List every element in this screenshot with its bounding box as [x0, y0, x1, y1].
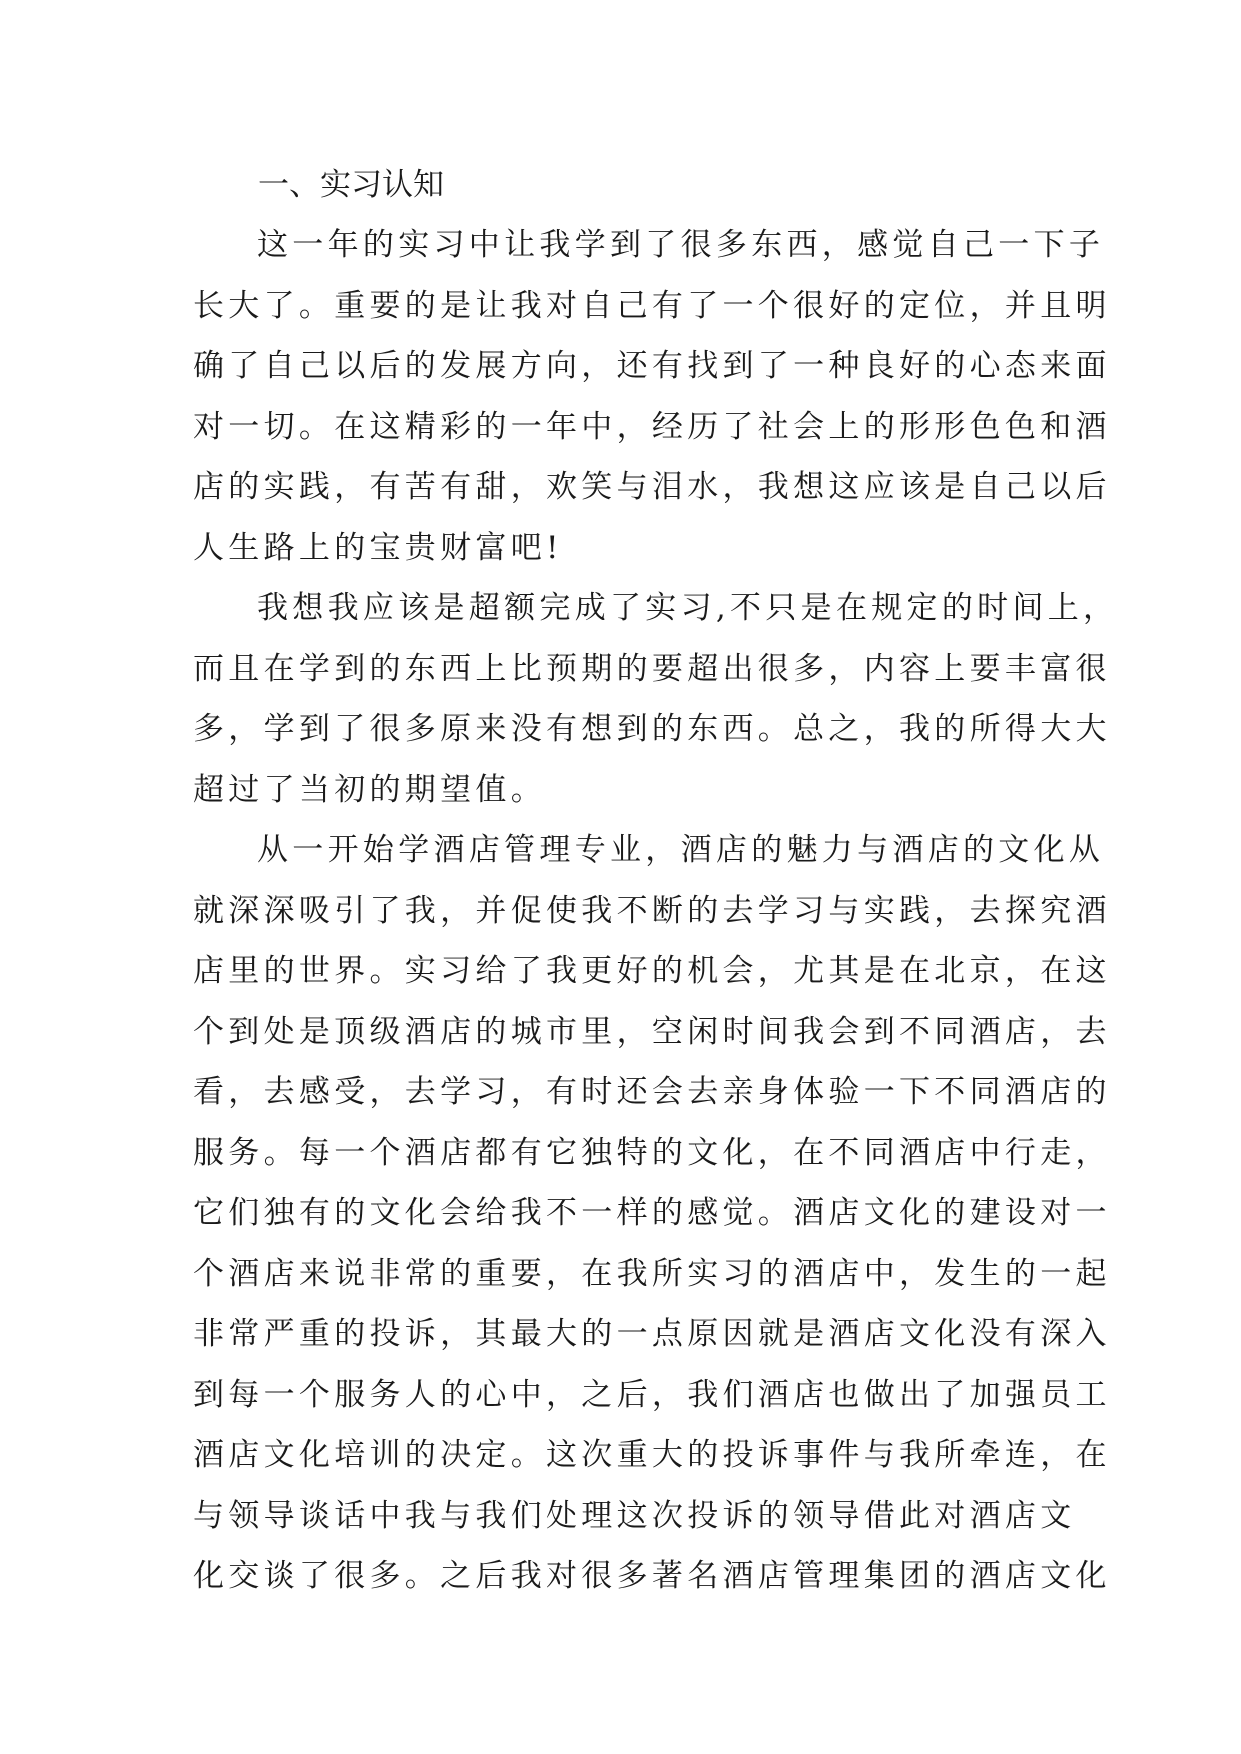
section-heading: 一、实习认知: [258, 167, 444, 203]
text-line: 确了自己以后的发展方向，还有找到了一种良好的心态来面: [193, 348, 1111, 384]
paragraph: [193, 820, 1111, 1607]
document-body: [193, 155, 1119, 1607]
text-line: 这一年的实习中让我学到了很多东西，感觉自己一下子: [257, 227, 1105, 263]
text-line: 化交谈了很多。之后我对很多著名酒店管理集团的酒店文化: [193, 1558, 1111, 1594]
text-line: 我想我应该是超额完成了实习,不只是在规定的时间上，: [257, 590, 1119, 626]
text-line: 长大了。重要的是让我对自己有了一个很好的定位，并且明: [193, 287, 1111, 324]
paragraph: [193, 578, 1119, 820]
text-line: 个酒店来说非常的重要，在我所实习的酒店中，发生的一起: [193, 1255, 1111, 1292]
text-line: 超过了当初的期望值。: [193, 771, 546, 808]
paragraph: [193, 215, 1111, 578]
text-line: 人生路上的宝贵财富吧!: [193, 529, 563, 566]
text-line: 酒店文化培训的决定。这次重大的投诉事件与我所牵连，在: [193, 1437, 1111, 1473]
text-line: 对一切。在这精彩的一年中，经历了社会上的形形色色和酒: [193, 408, 1111, 445]
text-line: 从一开始学酒店管理专业，酒店的魅力与酒店的文化从: [257, 832, 1105, 868]
text-line: 到每一个服务人的心中，之后，我们酒店也做出了加强员工: [193, 1376, 1111, 1413]
text-line: 而且在学到的东西上比预期的要超出很多，内容上要丰富很: [193, 650, 1111, 687]
text-line: 就深深吸引了我，并促使我不断的去学习与实践，去探究酒: [193, 892, 1111, 929]
text-line: 个到处是顶级酒店的城市里，空闲时间我会到不同酒店，去: [193, 1013, 1111, 1050]
text-line: 看，去感受，去学习，有时还会去亲身体验一下不同酒店的: [193, 1074, 1111, 1110]
text-line: 多，学到了很多原来没有想到的东西。总之，我的所得大大: [193, 711, 1111, 747]
text-line: 店的实践，有苦有甜，欢笑与泪水，我想这应该是自己以后: [193, 469, 1111, 505]
text-line: 店里的世界。实习给了我更好的机会，尤其是在北京，在这: [193, 953, 1111, 989]
text-line: 非常严重的投诉，其最大的一点原因就是酒店文化没有深入: [193, 1316, 1111, 1352]
text-line: 服务。每一个酒店都有它独特的文化，在不同酒店中行走，: [193, 1134, 1111, 1171]
text-line: 与领导谈话中我与我们处理这次投诉的领导借此对酒店文: [193, 1497, 1076, 1534]
text-line: 它们独有的文化会给我不一样的感觉。酒店文化的建设对一: [193, 1195, 1111, 1231]
